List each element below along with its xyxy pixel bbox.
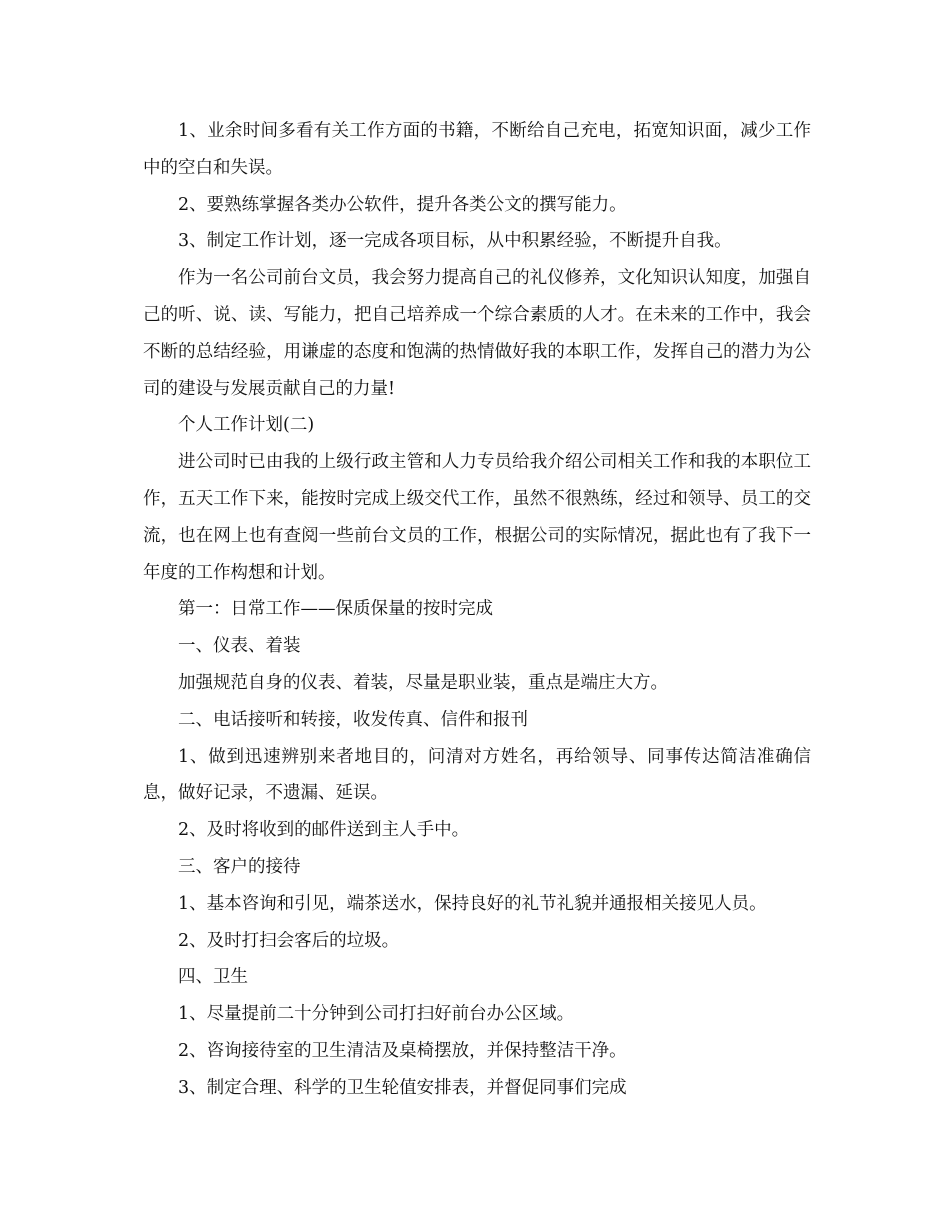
heading-customer-reception: 三、客户的接待	[178, 856, 301, 877]
heading-phone-fax-mail: 二、电话接听和转接，收发传真、信件和报刊	[178, 709, 528, 730]
paragraph-office-software: 2、要熟练掌握各类办公软件，提升各类公文的撰写能力。	[178, 194, 627, 215]
heading-daily-work: 第一：日常工作——保质保量的按时完成	[178, 599, 493, 620]
paragraph-reception-room: 2、咨询接待室的卫生清洁及桌椅摆放，并保持整洁干净。	[178, 1040, 627, 1061]
paragraph-early-cleaning: 1、尽量提前二十分钟到公司打扫好前台办公区域。	[178, 1004, 575, 1025]
paragraph-intro: 进公司时已由我的上级行政主管和人力专员给我介绍公司相关工作和我的本职位工作，五天工作下来，能按时完成上级交代工作，虽然不很熟练，经过和领导、员工的交流，也在网上也有查阅一些前台文员的工作，根据公司的实际情况，据此也有了我下一年度的工作构想和计划。	[143, 452, 811, 583]
paragraph-mail-delivery: 2、及时将收到的邮件送到主人手中。	[178, 820, 470, 841]
paragraph-work-plan: 3、制定工作计划，逐一完成各项目标，从中积累经验，不断提升自我。	[178, 231, 732, 252]
document-body	[143, 113, 811, 1107]
paragraph-receptionist-goal: 作为一名公司前台文员，我会努力提高自己的礼仪修养，文化知识认知度，加强自己的听、说、读、写能力，把自己培养成一个综合素质的人才。在未来的工作中，我会不断的总结经验，用谦虚的态度和饱满的热情做好我的本职工作，发挥自己的潜力为公司的建设与发展贡献自己的力量!	[143, 268, 811, 399]
paragraph-consulting: 1、基本咨询和引见，端茶送水，保持良好的礼节礼貌并通报相关接见人员。	[178, 893, 767, 914]
paragraph-rotation-schedule: 3、制定合理、科学的卫生轮值安排表，并督促同事们完成	[178, 1077, 627, 1098]
paragraph-cleanup: 2、及时打扫会客后的垃圾。	[178, 930, 400, 951]
paragraph-appearance: 加强规范自身的仪表、着装，尽量是职业装，重点是端庄大方。	[178, 672, 668, 693]
paragraph-self-study: 1、业余时间多看有关工作方面的书籍，不断给自己充电，拓宽知识面，减少工作中的空白和失误。	[143, 121, 811, 178]
heading-hygiene: 四、卫生	[178, 967, 248, 988]
heading-appearance: 一、仪表、着装	[178, 636, 301, 657]
paragraph-phone-handling: 1、做到迅速辨别来者地目的，问清对方姓名，再给领导、同事传达简洁准确信息，做好记录，不遗漏、延误。	[143, 746, 811, 804]
section-title-plan-two: 个人工作计划(二)	[178, 415, 315, 436]
